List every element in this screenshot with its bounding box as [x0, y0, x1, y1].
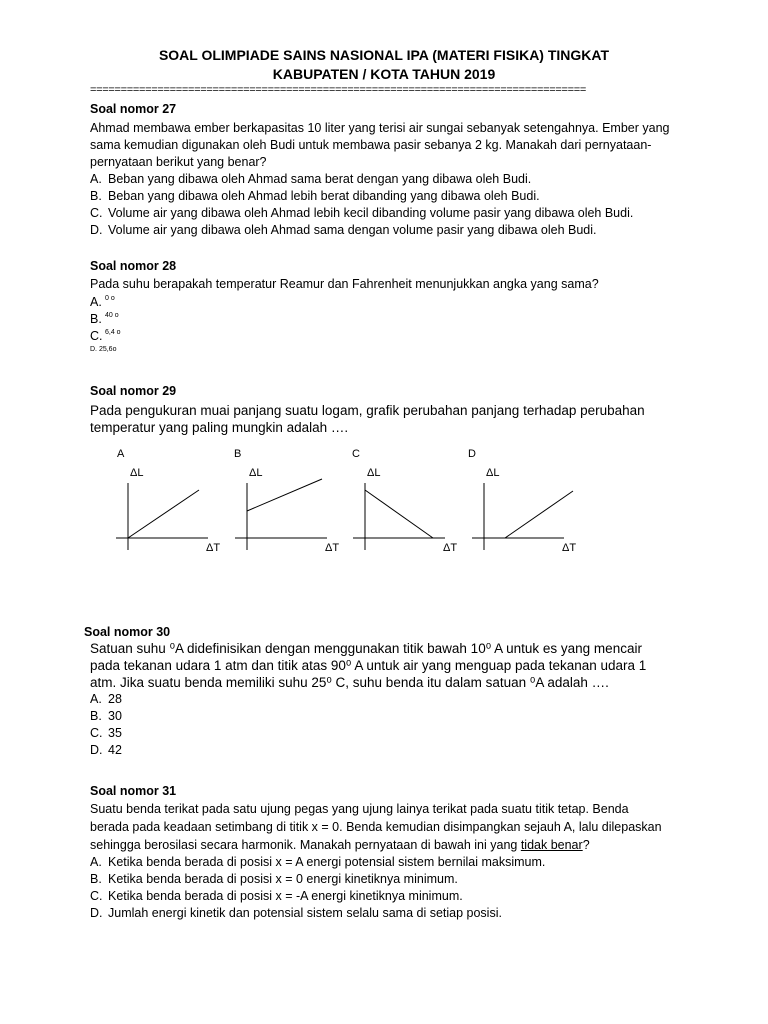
option-text: 25,6o	[98, 346, 117, 353]
option-text: Beban yang dibawa oleh Ahmad lebih berat dibanding yang dibawa oleh Budi.	[108, 189, 540, 203]
q30-option-c	[90, 725, 122, 742]
option-text: Volume air yang dibawa oleh Ahmad sama dengan volume pasir yang dibawa oleh Budi.	[108, 223, 597, 237]
q31-text-line3-pre: sehingga berosilasi secara harmonik. Manakah pernyataan di bawah ini yang	[90, 838, 521, 852]
q31-text-line3-post: ?	[582, 838, 590, 852]
option-letter: A.	[90, 172, 102, 186]
graph-ylabel: ΔL	[130, 467, 144, 479]
graph-ylabel: ΔL	[367, 467, 381, 479]
option-letter: D.	[90, 906, 103, 920]
q28-option-c	[90, 329, 121, 343]
option-letter: B.	[90, 872, 102, 886]
q31-option-d	[90, 906, 502, 920]
graph-xlabel: ΔT	[206, 542, 221, 554]
option-text: Ketika benda berada di posisi x = -A energi kinetiknya minimum.	[108, 889, 463, 903]
q29-heading: Soal nomor 29	[90, 384, 177, 398]
q28-option-b	[90, 312, 119, 326]
option-letter: C.	[90, 206, 103, 220]
page-title-line1: SOAL OLIMPIADE SAINS NASIONAL IPA (MATERI FISIKA) TINGKAT	[158, 47, 610, 63]
option-text: 6,4 o	[105, 329, 121, 336]
separator: =================================================================================	[90, 84, 587, 96]
q28-heading: Soal nomor 28	[90, 259, 177, 273]
graph-a	[116, 448, 220, 554]
q30-text-line3: atm. Jika suatu benda memiliki suhu 25⁰ C, suhu benda itu dalam satuan ⁰A adalah ….	[90, 675, 609, 690]
q31-text-line1: Suatu benda terikat pada satu ujung pegas yang ujung lainya terikat pada suatu titik tetap. Benda	[90, 802, 629, 816]
page-title-line2: KABUPATEN / KOTA TAHUN 2019	[272, 66, 496, 82]
q31-option-a	[90, 855, 545, 869]
q29-text-line2: temperatur yang paling mungkin adalah ….	[90, 420, 349, 435]
q27-text-line3: pernyataan berikut yang benar?	[90, 155, 267, 169]
option-text: Beban yang dibawa oleh Ahmad sama berat dengan yang dibawa oleh Budi.	[108, 172, 532, 186]
option-letter: B.	[90, 312, 102, 326]
graph-ylabel: ΔL	[249, 467, 263, 479]
q27-text-line2: sama kemudian digunakan oleh Budi untuk membawa pasir sebanya 2 kg. Manakah dari pernyataan-	[90, 138, 652, 152]
q27-option-d	[90, 223, 597, 237]
option-text: Ketika benda berada di posisi x = 0 energi kinetiknya minimum.	[108, 872, 458, 886]
option-text: 35	[108, 726, 122, 740]
option-letter: C.	[90, 889, 103, 903]
q31-option-b	[90, 872, 458, 886]
q30-text-line1: Satuan suhu ⁰A didefinisikan dengan menggunakan titik bawah 10⁰ A untuk es yang mencair	[90, 641, 642, 656]
graph-c	[352, 448, 457, 554]
graph-d	[468, 448, 576, 554]
graph-label: C	[352, 448, 360, 460]
graph-xlabel: ΔT	[562, 542, 577, 554]
option-letter: D.	[90, 743, 103, 757]
q28-text: Pada suhu berapakah temperatur Reamur dan Fahrenheit menunjukkan angka yang sama?	[90, 277, 599, 291]
graph-line	[128, 490, 199, 538]
q30-option-a	[90, 691, 122, 708]
option-text: 40 o	[105, 312, 119, 319]
q27-option-b	[90, 189, 540, 203]
graph-line	[365, 490, 433, 538]
option-letter: C.	[90, 726, 103, 740]
q31-heading: Soal nomor 31	[90, 784, 177, 798]
q28-option-d	[90, 346, 116, 353]
q30-text-line2: pada tekanan udara 1 atm dan titik atas 90⁰ A untuk air yang menguap pada tekanan udara 1	[90, 658, 647, 673]
option-letter: A.	[90, 855, 102, 869]
graph-xlabel: ΔT	[325, 542, 340, 554]
option-text: 0 o	[105, 295, 115, 302]
option-letter: A.	[90, 295, 102, 309]
q29-graphs	[0, 440, 768, 565]
graph-b	[234, 448, 339, 554]
option-text: 42	[108, 743, 122, 757]
q29-text-line1: Pada pengukuran muai panjang suatu logam, grafik perubahan panjang terhadap perubahan	[90, 403, 645, 418]
option-letter: D.	[90, 223, 103, 237]
q31-text-line2: berada pada keadaan setimbang di titik x = 0. Benda kemudian disimpangkan sejauh A, lalu dilepaskan	[90, 820, 662, 834]
q30-option-b	[90, 708, 122, 725]
option-letter: B.	[90, 189, 102, 203]
option-letter: D.	[90, 346, 97, 353]
graph-line	[247, 479, 322, 511]
graph-xlabel: ΔT	[443, 542, 458, 554]
q31-text-line3	[90, 837, 590, 854]
q30-option-d	[90, 742, 122, 759]
q31-option-c	[90, 889, 463, 903]
graph-ylabel: ΔL	[486, 467, 500, 479]
graph-label: A	[117, 448, 125, 460]
graph-label: B	[234, 448, 242, 460]
option-letter: C.	[90, 329, 103, 343]
q28-option-a	[90, 295, 115, 309]
q30-heading: Soal nomor 30	[84, 625, 171, 639]
option-text: Ketika benda berada di posisi x = A energi potensial sistem bernilai maksimum.	[108, 855, 546, 869]
option-letter: A.	[90, 692, 102, 706]
graph-line	[505, 491, 573, 538]
graph-label: D	[468, 448, 476, 460]
option-text: Volume air yang dibawa oleh Ahmad lebih kecil dibanding volume pasir yang dibawa oleh Budi.	[108, 206, 634, 220]
option-text: 30	[108, 709, 122, 723]
option-text: 28	[108, 692, 122, 706]
q27-text-line1: Ahmad membawa ember berkapasitas 10 liter yang terisi air sungai sebanyak setengahnya. Ember yang	[90, 121, 670, 135]
q27-heading: Soal nomor 27	[90, 102, 177, 116]
q31-text-underlined: tidak benar	[520, 838, 583, 852]
option-letter: B.	[90, 709, 102, 723]
q27-option-c	[90, 206, 633, 220]
option-text: Jumlah energi kinetik dan potensial sistem selalu sama di setiap posisi.	[108, 906, 502, 920]
q27-option-a	[90, 172, 531, 186]
